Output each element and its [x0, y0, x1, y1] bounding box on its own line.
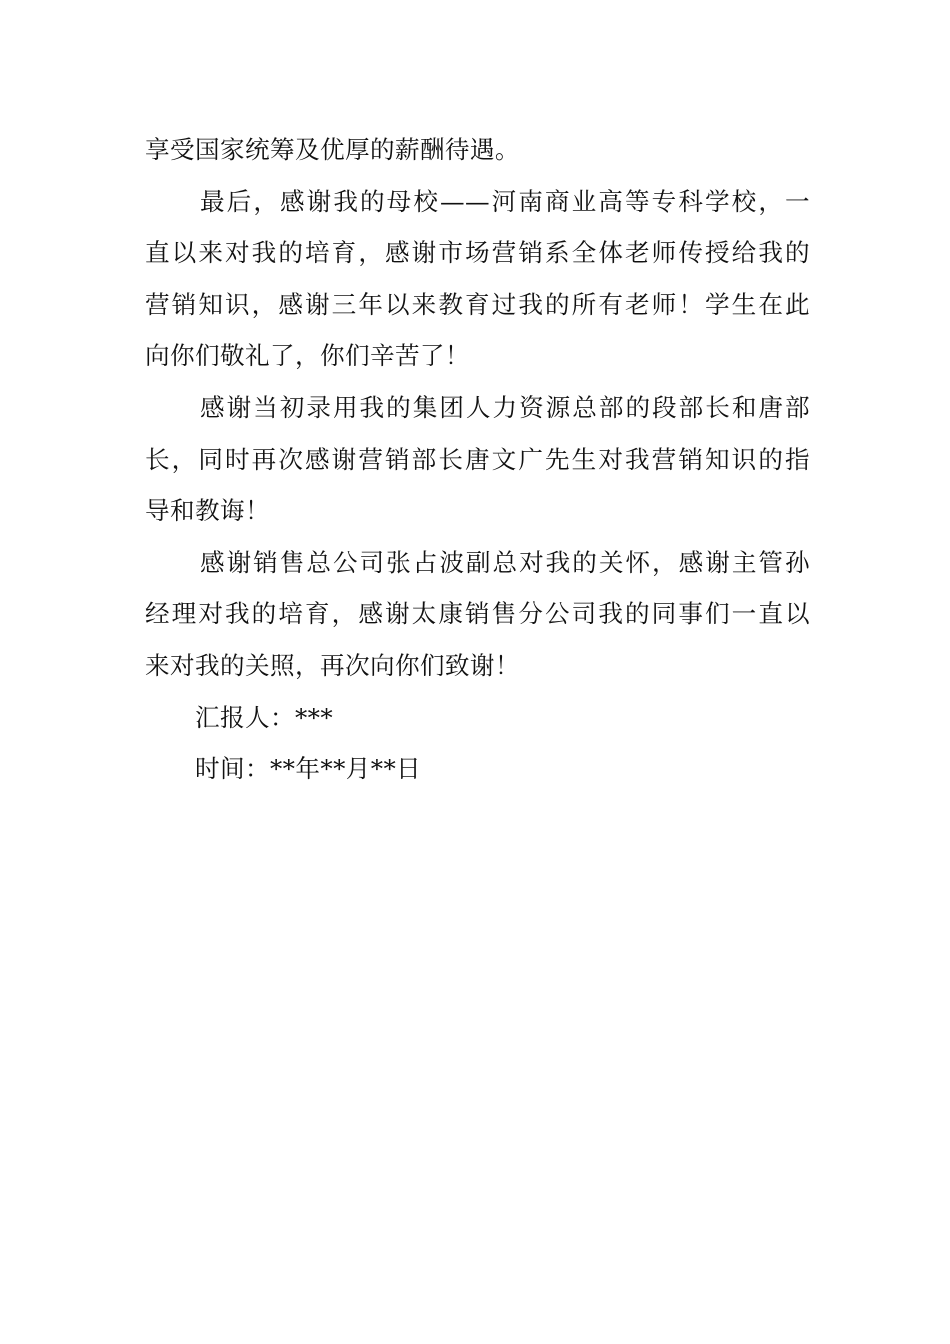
document-body: [145, 124, 810, 795]
paragraph-2-line-3: 营销知识，感谢三年以来教育过我的所有老师！学生在此: [145, 289, 810, 319]
paragraph-3-line-2: 长，同时再次感谢营销部长唐文广先生对我营销知识的指: [145, 444, 810, 474]
paragraph-2-line-2: 直以来对我的培育，感谢市场营销系全体老师传授给我的: [145, 238, 810, 268]
paragraph-2-line-4: 向你们敬礼了，你们辛苦了！: [145, 341, 470, 371]
paragraph-4-line-2: 经理对我的培育，感谢太康销售分公司我的同事们一直以: [145, 599, 810, 629]
signature-date: 时间：**年**月**日: [195, 754, 422, 784]
paragraph-4-line-3: 来对我的关照，再次向你们致谢！: [145, 650, 520, 680]
paragraph-3-line-3: 导和教诲！: [145, 496, 270, 526]
paragraph-3-line-1: 感谢当初录用我的集团人力资源总部的段部长和唐部: [200, 392, 810, 422]
signature-reporter: 汇报人：***: [195, 702, 334, 732]
paragraph-1-line-1: 享受国家统筹及优厚的薪酬待遇。: [145, 135, 520, 164]
paragraph-4-line-1: 感谢销售总公司张占波副总对我的关怀，感谢主管孙: [200, 547, 810, 577]
paragraph-2-line-1: 最后，感谢我的母校——河南商业高等专科学校，一: [200, 186, 810, 216]
